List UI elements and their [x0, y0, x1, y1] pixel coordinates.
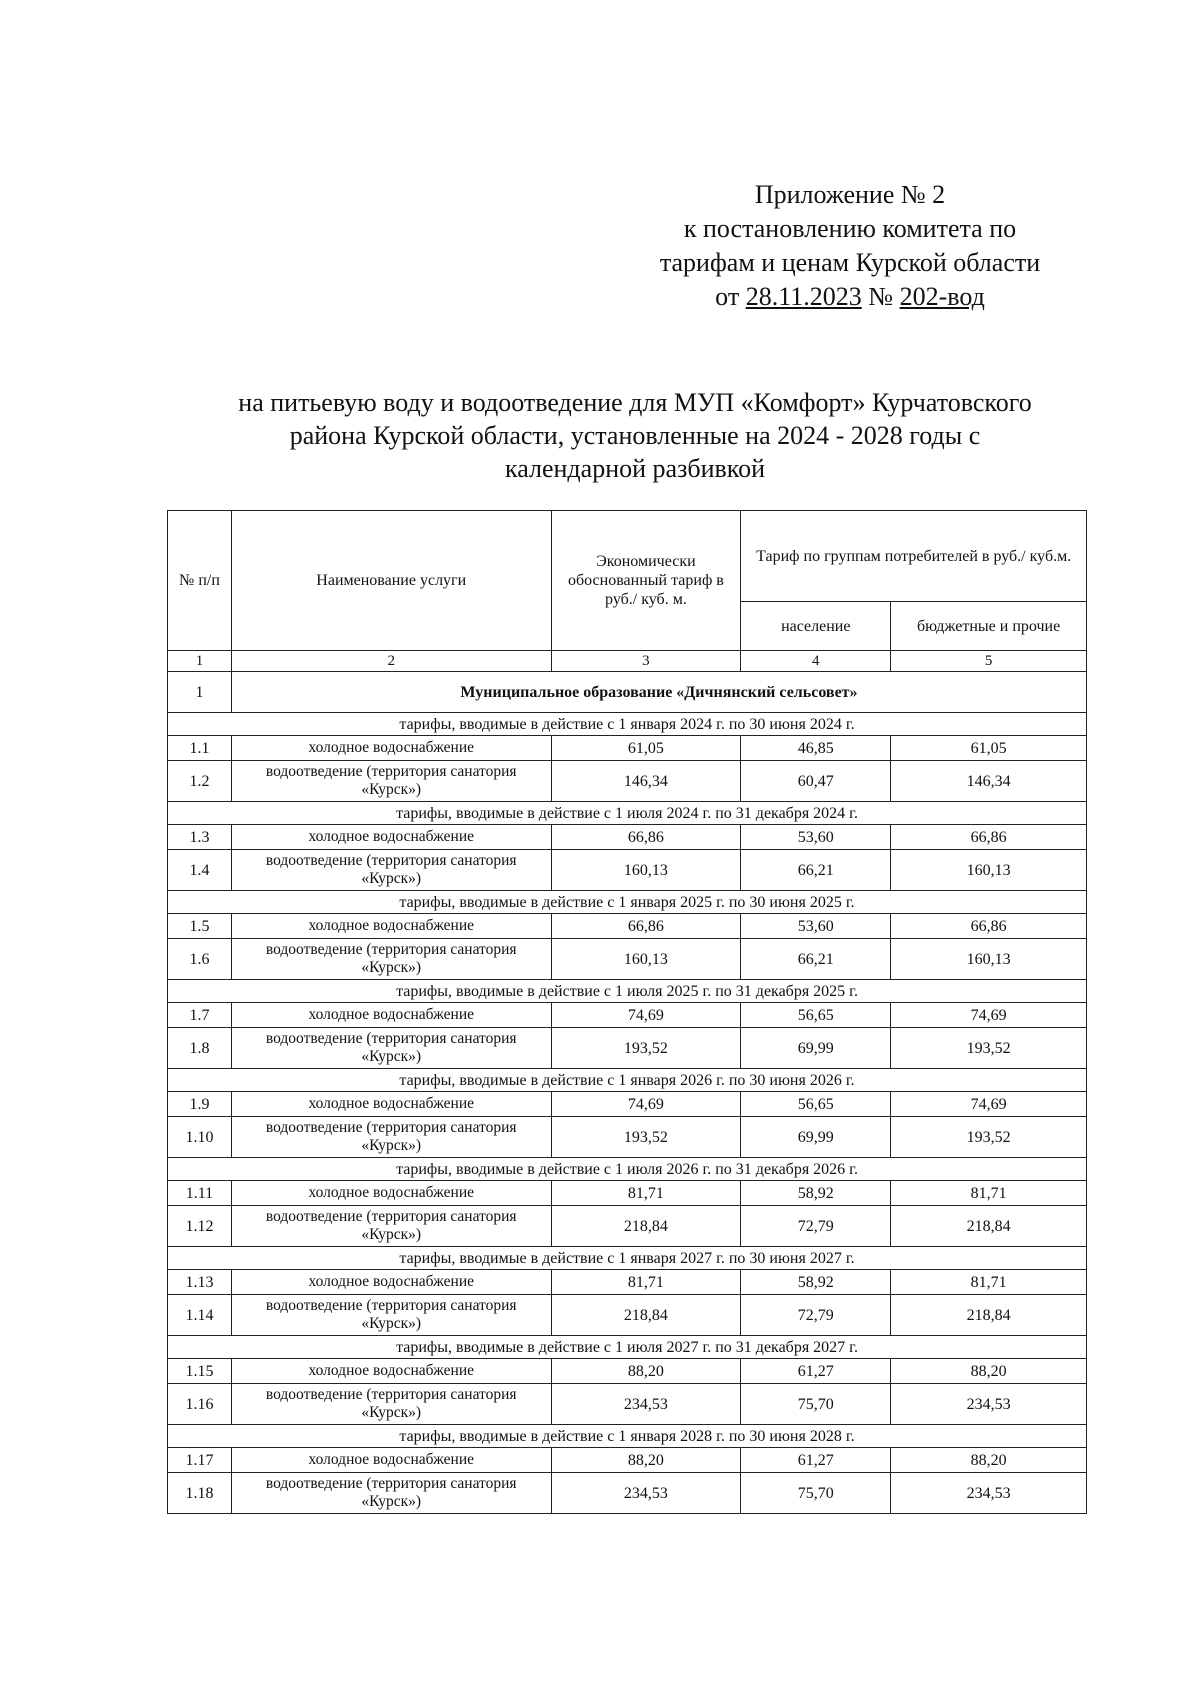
service-name: холодное водоснабжение — [231, 1270, 551, 1295]
period-label: тарифы, вводимые в действие с 1 июля 2027 г. по 31 декабря 2027 г. — [168, 1336, 1087, 1359]
economic-tariff: 218,84 — [551, 1295, 741, 1336]
row-num: 1.11 — [168, 1181, 232, 1206]
period-row — [168, 1069, 1087, 1092]
table-row — [168, 914, 1087, 939]
budget-tariff: 160,13 — [891, 939, 1087, 980]
service-name: холодное водоснабжение — [231, 1092, 551, 1117]
service-name: водоотведение (территория санатория «Курск») — [231, 1295, 551, 1336]
row-num: 1.2 — [168, 761, 232, 802]
budget-tariff: 193,52 — [891, 1117, 1087, 1158]
column-number: 2 — [231, 651, 551, 672]
table-row — [168, 1117, 1087, 1158]
budget-tariff: 88,20 — [891, 1448, 1087, 1473]
economic-tariff: 61,05 — [551, 736, 741, 761]
row-num: 1.4 — [168, 850, 232, 891]
budget-tariff: 160,13 — [891, 850, 1087, 891]
economic-tariff: 193,52 — [551, 1117, 741, 1158]
row-num: 1.16 — [168, 1384, 232, 1425]
period-label: тарифы, вводимые в действие с 1 января 2028 г. по 30 июня 2028 г. — [168, 1425, 1087, 1448]
municipality-row — [168, 672, 1087, 713]
appendix-number-sign: № — [861, 282, 900, 311]
population-tariff: 61,27 — [741, 1448, 891, 1473]
population-tariff: 53,60 — [741, 914, 891, 939]
service-name: холодное водоснабжение — [231, 1003, 551, 1028]
service-name: водоотведение (территория санатория «Курск») — [231, 1206, 551, 1247]
population-tariff: 72,79 — [741, 1295, 891, 1336]
column-number: 5 — [891, 651, 1087, 672]
budget-tariff: 74,69 — [891, 1092, 1087, 1117]
period-label: тарифы, вводимые в действие с 1 июля 2025 г. по 31 декабря 2025 г. — [168, 980, 1087, 1003]
table-row — [168, 1473, 1087, 1514]
column-numbers-row — [168, 651, 1087, 672]
service-name: холодное водоснабжение — [231, 736, 551, 761]
population-tariff: 69,99 — [741, 1028, 891, 1069]
table-row — [168, 825, 1087, 850]
population-tariff: 72,79 — [741, 1206, 891, 1247]
economic-tariff: 74,69 — [551, 1092, 741, 1117]
table-row — [168, 850, 1087, 891]
budget-tariff: 234,53 — [891, 1473, 1087, 1514]
period-row — [168, 802, 1087, 825]
population-tariff: 75,70 — [741, 1473, 891, 1514]
service-name: водоотведение (территория санатория «Курск») — [231, 1384, 551, 1425]
table-row — [168, 1448, 1087, 1473]
population-tariff: 46,85 — [741, 736, 891, 761]
appendix-title: Приложение № 2 — [754, 180, 946, 209]
economic-tariff: 160,13 — [551, 939, 741, 980]
table-row — [168, 1003, 1087, 1028]
economic-tariff: 66,86 — [551, 914, 741, 939]
appendix-line-2: к постановлению комитета по — [683, 214, 1017, 243]
period-row — [168, 1158, 1087, 1181]
table-row — [168, 1028, 1087, 1069]
population-tariff: 66,21 — [741, 850, 891, 891]
service-name: холодное водоснабжение — [231, 914, 551, 939]
row-num: 1.6 — [168, 939, 232, 980]
tariff-table — [167, 510, 1087, 1514]
header-budget: бюджетные и прочие — [891, 602, 1087, 651]
column-number: 4 — [741, 651, 891, 672]
population-tariff: 58,92 — [741, 1181, 891, 1206]
tariff-table-body — [168, 713, 1087, 1514]
table-row — [168, 761, 1087, 802]
population-tariff: 56,65 — [741, 1092, 891, 1117]
column-number: 3 — [551, 651, 741, 672]
row-num: 1.17 — [168, 1448, 232, 1473]
budget-tariff: 218,84 — [891, 1295, 1087, 1336]
table-row — [168, 1270, 1087, 1295]
table-row — [168, 1295, 1087, 1336]
budget-tariff: 81,71 — [891, 1181, 1087, 1206]
service-name: холодное водоснабжение — [231, 825, 551, 850]
appendix-line-4 — [620, 280, 1080, 314]
period-row — [168, 891, 1087, 914]
header-num: № п/п — [168, 511, 232, 651]
row-num: 1.15 — [168, 1359, 232, 1384]
population-tariff: 66,21 — [741, 939, 891, 980]
period-row — [168, 980, 1087, 1003]
header-row — [168, 511, 1087, 602]
header-name: Наименование услуги — [231, 511, 551, 651]
row-num: 1.12 — [168, 1206, 232, 1247]
period-label: тарифы, вводимые в действие с 1 января 2027 г. по 30 июня 2027 г. — [168, 1247, 1087, 1270]
period-row — [168, 1247, 1087, 1270]
economic-tariff: 146,34 — [551, 761, 741, 802]
service-name: холодное водоснабжение — [231, 1181, 551, 1206]
header-population: население — [741, 602, 891, 651]
budget-tariff: 193,52 — [891, 1028, 1087, 1069]
economic-tariff: 88,20 — [551, 1359, 741, 1384]
appendix-date: 28.11.2023 — [745, 282, 862, 311]
service-name: водоотведение (территория санатория «Курск») — [231, 850, 551, 891]
population-tariff: 56,65 — [741, 1003, 891, 1028]
title-line-1: на питьевую воду и водоотведение для МУП «Комфорт» Курчатовского — [238, 388, 1032, 417]
table-row — [168, 1181, 1087, 1206]
service-name: водоотведение (территория санатория «Курск») — [231, 1028, 551, 1069]
table-row — [168, 1384, 1087, 1425]
period-row — [168, 713, 1087, 736]
period-label: тарифы, вводимые в действие с 1 января 2024 г. по 30 июня 2024 г. — [168, 713, 1087, 736]
appendix-line-3: тарифам и ценам Курской области — [659, 248, 1041, 277]
population-tariff: 58,92 — [741, 1270, 891, 1295]
row-num: 1.9 — [168, 1092, 232, 1117]
row-num: 1.3 — [168, 825, 232, 850]
population-tariff: 69,99 — [741, 1117, 891, 1158]
economic-tariff: 218,84 — [551, 1206, 741, 1247]
row-num: 1.1 — [168, 736, 232, 761]
table-row — [168, 1206, 1087, 1247]
title-line-2: района Курской области, установленные на 2024 - 2028 годы с — [289, 421, 981, 450]
municipality-name: Муниципальное образование «Дичнянский сельсовет» — [231, 672, 1086, 713]
row-num: 1.18 — [168, 1473, 232, 1514]
service-name: водоотведение (территория санатория «Курск») — [231, 1473, 551, 1514]
appendix-from: от — [715, 282, 746, 311]
budget-tariff: 88,20 — [891, 1359, 1087, 1384]
row-num: 1.10 — [168, 1117, 232, 1158]
budget-tariff: 146,34 — [891, 761, 1087, 802]
budget-tariff: 66,86 — [891, 825, 1087, 850]
service-name: холодное водоснабжение — [231, 1359, 551, 1384]
header-economic: Экономически обоснованный тариф в руб./ куб. м. — [551, 511, 741, 651]
economic-tariff: 74,69 — [551, 1003, 741, 1028]
table-row — [168, 1359, 1087, 1384]
population-tariff: 61,27 — [741, 1359, 891, 1384]
service-name: водоотведение (территория санатория «Курск») — [231, 1117, 551, 1158]
service-name: водоотведение (территория санатория «Курск») — [231, 761, 551, 802]
row-num: 1.8 — [168, 1028, 232, 1069]
table-row — [168, 736, 1087, 761]
budget-tariff: 66,86 — [891, 914, 1087, 939]
economic-tariff: 88,20 — [551, 1448, 741, 1473]
budget-tariff: 61,05 — [891, 736, 1087, 761]
title-line-3: календарной разбивкой — [505, 454, 765, 483]
economic-tariff: 234,53 — [551, 1473, 741, 1514]
period-label: тарифы, вводимые в действие с 1 июля 2024 г. по 31 декабря 2024 г. — [168, 802, 1087, 825]
appendix-number: 202-вод — [899, 282, 985, 311]
header-groups: Тариф по группам потребителей в руб./ куб.м. — [741, 511, 1087, 602]
period-label: тарифы, вводимые в действие с 1 января 2026 г. по 30 июня 2026 г. — [168, 1069, 1087, 1092]
economic-tariff: 160,13 — [551, 850, 741, 891]
economic-tariff: 81,71 — [551, 1270, 741, 1295]
row-num: 1.13 — [168, 1270, 232, 1295]
budget-tariff: 218,84 — [891, 1206, 1087, 1247]
period-row — [168, 1336, 1087, 1359]
table-row — [168, 939, 1087, 980]
economic-tariff: 81,71 — [551, 1181, 741, 1206]
row-num: 1.7 — [168, 1003, 232, 1028]
budget-tariff: 234,53 — [891, 1384, 1087, 1425]
economic-tariff: 66,86 — [551, 825, 741, 850]
period-label: тарифы, вводимые в действие с 1 января 2025 г. по 30 июня 2025 г. — [168, 891, 1087, 914]
municipality-num: 1 — [168, 672, 232, 713]
population-tariff: 75,70 — [741, 1384, 891, 1425]
table-row — [168, 1092, 1087, 1117]
period-row — [168, 1425, 1087, 1448]
economic-tariff: 234,53 — [551, 1384, 741, 1425]
service-name: холодное водоснабжение — [231, 1448, 551, 1473]
service-name: водоотведение (территория санатория «Курск») — [231, 939, 551, 980]
budget-tariff: 81,71 — [891, 1270, 1087, 1295]
population-tariff: 53,60 — [741, 825, 891, 850]
row-num: 1.14 — [168, 1295, 232, 1336]
economic-tariff: 193,52 — [551, 1028, 741, 1069]
row-num: 1.5 — [168, 914, 232, 939]
population-tariff: 60,47 — [741, 761, 891, 802]
budget-tariff: 74,69 — [891, 1003, 1087, 1028]
document-title — [160, 386, 1110, 485]
column-number: 1 — [168, 651, 232, 672]
period-label: тарифы, вводимые в действие с 1 июля 2026 г. по 31 декабря 2026 г. — [168, 1158, 1087, 1181]
appendix-header — [620, 178, 1080, 314]
